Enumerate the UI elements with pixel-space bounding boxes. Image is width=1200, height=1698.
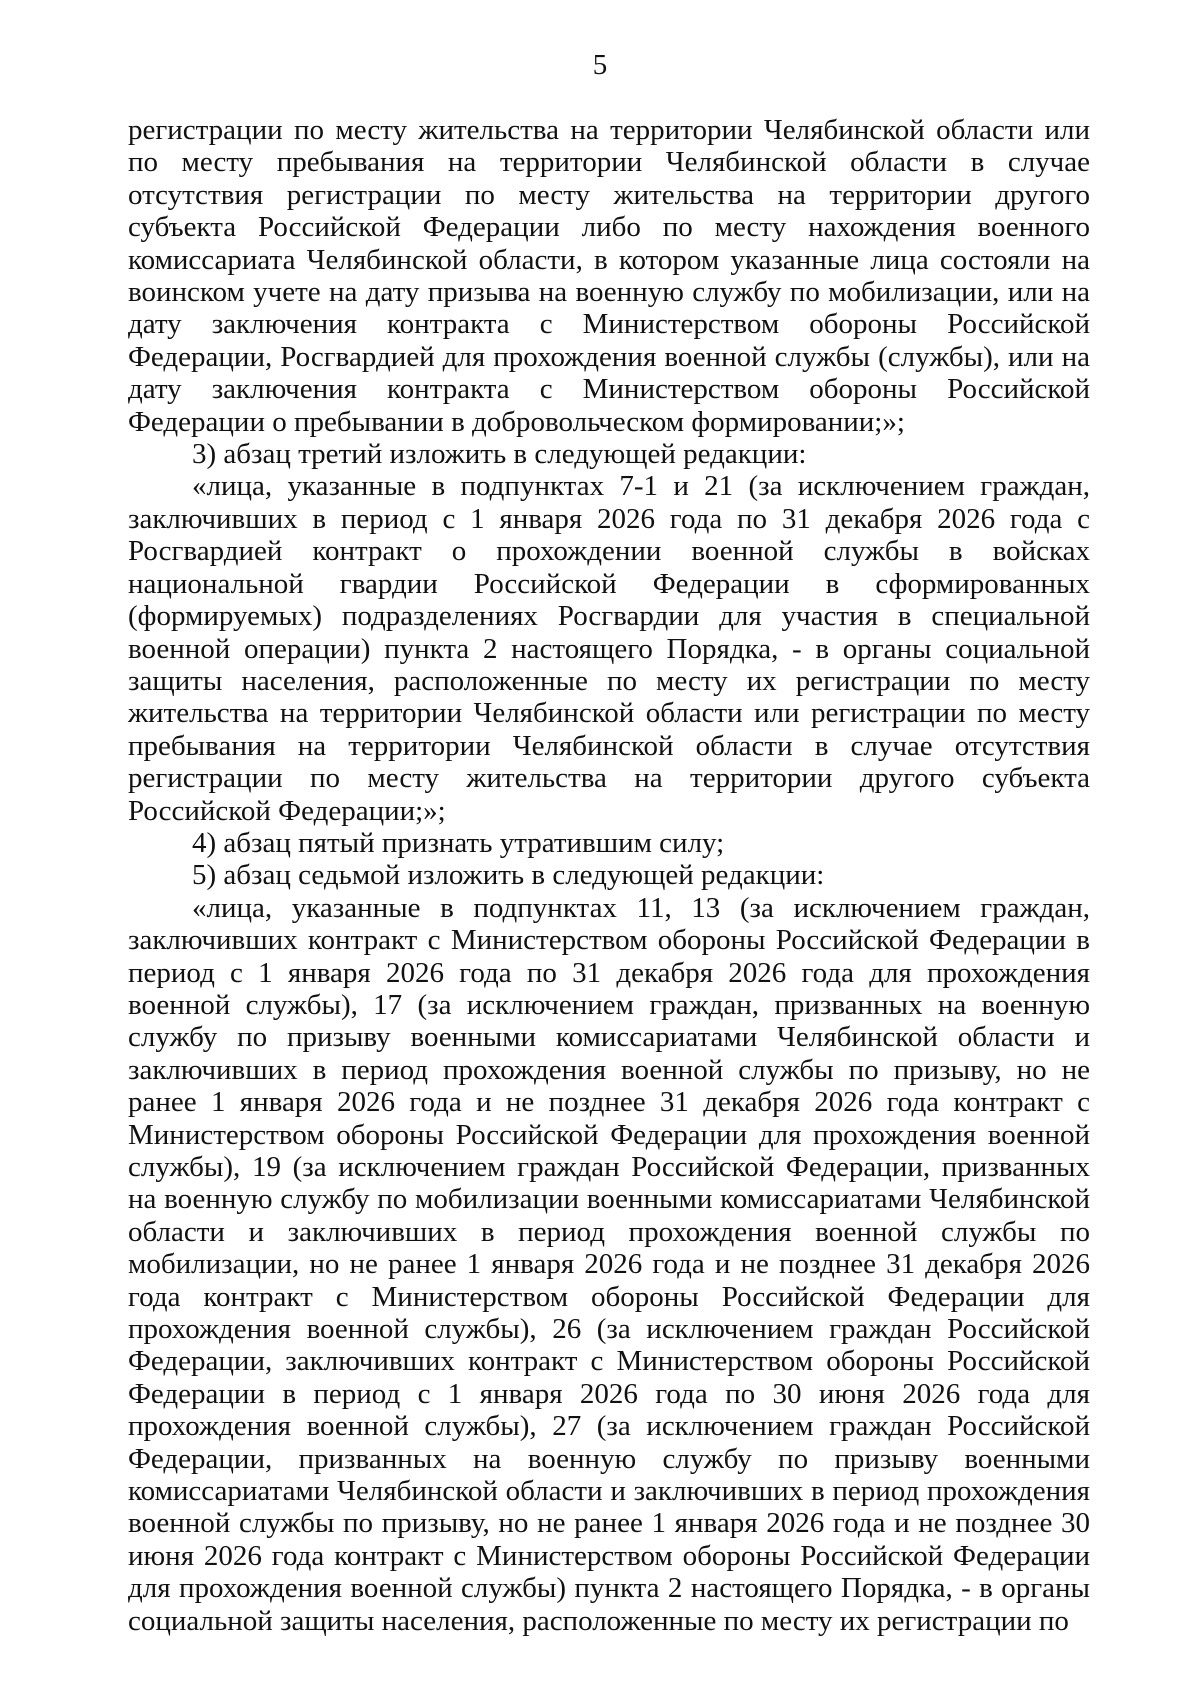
paragraph-item-5-text: «лица, указанные в подпунктах 11, 13 (за исключением граждан, заключивших контракт с Министерством обороны Российской Федерации в период с 1 января 2026 года по 31 декабря 2026 года для прохождения военной службы), 17 (за исключением граждан, призванных на военную службу по призыву военными комиссариатами Челябинской области и заключивших в период прохождения военной службы по призыву, но не ранее 1 января 2026 года и не позднее 31 декабря 2026 года контракт с Министерством обороны Российской Федерации для прохождения военной службы), 19 (за исключением граждан Российской Федерации, призванных на военную службу по мобилизации военными комиссариатами Челябинской области и заключивших в период прохождения военной службы по мобилизации, но не ранее 1 января 2026 года и не позднее 31 декабря 2026 года контракт с Министерством обороны Российской Федерации для прохождения военной службы), 26 (за исключением граждан Российской Федерации, заключивших контракт с Министерством обороны Российской Федерации в период с 1 января 2026 года по 30 июня 2026 года для прохождения военной службы), 27 (за исключением граждан Российской Федерации, призванных на военную службу по призыву военными комиссариатами Челябинской области и заключивших в период прохождения военной службы по призыву, но не ранее 1 января 2026 года и не позднее 30 июня 2026 года контракт с Министерством обороны Российской Федерации для прохождения военной службы) пункта 2 настоящего Порядка, - в органы социальной защиты населения, расположенные по месту их регистрации по [128,891,1090,1637]
page-number: 5 [592,49,608,81]
paragraph-item-3-text: «лица, указанные в подпунктах 7-1 и 21 (за исключением граждан, заключивших в период с 1 января 2026 года по 31 декабря 2026 года с Росгвардией контракт о прохождении военной службы в войсках национальной гвардии Российской Федерации в сформированных (формируемых) подразделениях Росгвардии для участия в специальной военной операции) пункта 2 настоящего Порядка, - в органы социальной защиты населения, расположенные по месту их регистрации по месту жительства на территории Челябинской области или регистрации по месту пребывания на территории Челябинской области в случае отсутствия регистрации по месту жительства на территории другого субъекта Российской Федерации;»; [128,470,1090,827]
paragraph-item-4: 4) абзац пятый признать утратившим силу; [192,826,725,859]
document-body [128,114,1090,1637]
paragraph-item-3: 3) абзац третий изложить в следующей редакции: [192,438,807,471]
paragraph-item-5: 5) абзац седьмой изложить в следующей редакции: [192,859,825,892]
paragraph-continuation: регистрации по месту жительства на территории Челябинской области или по месту пребывания на территории Челябинской области в случае отсутствия регистрации по месту жительства на территории другого субъекта Российской Федерации либо по месту нахождения военного комиссариата Челябинской области, в котором указанные лица состояли на воинском учете на дату призыва на военную службу по мобилизации, или на дату заключения контракта с Министерством обороны Российской Федерации, Росгвардией для прохождения военной службы (службы), или на дату заключения контракта с Министерством обороны Российской Федерации о пребывании в добровольческом формировании;»; [128,114,1090,438]
